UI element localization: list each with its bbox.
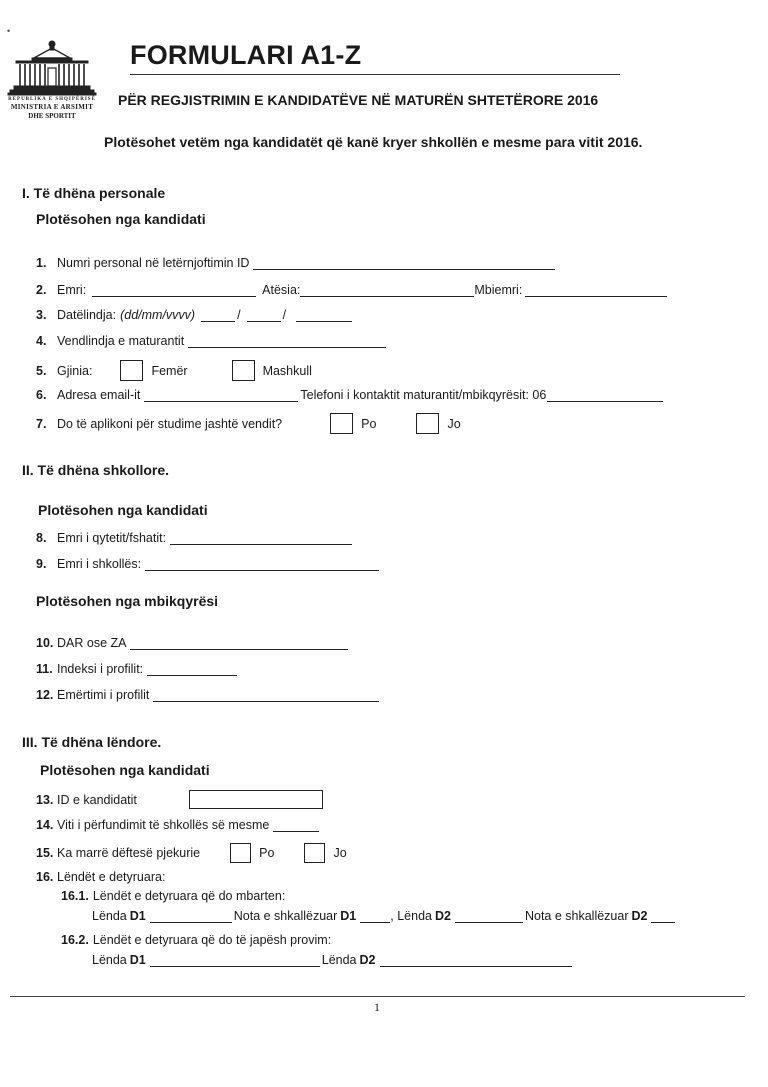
male-label: Mashkull — [262, 363, 312, 378]
q6-number: 6. — [36, 388, 47, 402]
q7-row — [36, 413, 461, 434]
q5-number: 5. — [36, 363, 47, 378]
ministry-logo — [6, 38, 98, 122]
corner-mark: • — [7, 26, 11, 36]
q8-number: 8. — [36, 531, 47, 545]
ministry-building-emblem-icon — [6, 38, 98, 100]
diploma-no-label: Jo — [333, 846, 347, 860]
q16-2-fields-row — [92, 953, 574, 967]
q3-sep1: / — [237, 308, 241, 322]
d1-subject-field[interactable] — [150, 910, 232, 923]
section-subjects-title: III. Të dhëna lëndore. — [22, 734, 162, 750]
father-name-field[interactable] — [300, 284, 474, 297]
q9-number: 9. — [36, 557, 47, 571]
birthplace-field[interactable] — [188, 335, 386, 348]
q2-row — [36, 283, 669, 297]
q16-number: 16. — [36, 870, 54, 884]
q3-sep2: / — [282, 308, 287, 322]
q8-label: Emri i qytetit/fshatit: — [57, 531, 167, 545]
dar-za-field[interactable] — [130, 637, 348, 650]
q16-2-subject2-label: Lënda — [321, 953, 357, 967]
section-personal-title: I. Të dhëna personale — [22, 185, 166, 201]
q16-2-d1-label: D1 — [129, 953, 146, 967]
q9-row — [36, 557, 381, 571]
female-label: Femër — [151, 363, 188, 378]
first-name-field[interactable] — [92, 284, 256, 297]
profile-name-field[interactable] — [153, 689, 379, 702]
q16-1-subject-label: Lënda — [92, 909, 127, 923]
q16-1-subject2-label: , Lënda — [390, 909, 432, 923]
q16-1-label: Lëndët e detyruara që do mbarten: — [92, 889, 286, 903]
personal-id-field[interactable] — [253, 257, 555, 270]
q16-1-d2b-label: D2 — [631, 909, 648, 923]
birth-month-field[interactable] — [247, 309, 281, 322]
q5-label: Gjinia: — [57, 363, 93, 378]
q1-row — [36, 256, 557, 270]
q14-label: Viti i përfundimit të shkollës së mesme — [57, 818, 270, 832]
q11-number: 11. — [36, 662, 53, 676]
q2-father-label: Atësia: — [262, 283, 301, 297]
logo-republic-text: REPUBLIKA E SHQIPËRISË — [8, 97, 96, 102]
q16-1-grade-label: Nota e shkallëzuar — [233, 909, 338, 923]
q3-row — [36, 308, 354, 322]
q10-number: 10. — [36, 636, 54, 650]
d1-grade-field[interactable] — [360, 910, 390, 923]
q3-format: (dd/mm/vvvv) — [120, 308, 196, 322]
diploma-yes-label: Po — [259, 846, 275, 860]
q15-label: Ka marrë dëftesë pjekurie — [57, 846, 201, 860]
q16-2-row — [61, 933, 331, 947]
q3-number: 3. — [36, 308, 47, 322]
surname-field[interactable] — [525, 284, 667, 297]
phone-field[interactable] — [547, 389, 663, 402]
profile-index-field[interactable] — [147, 663, 237, 676]
abroad-yes-checkbox[interactable] — [330, 413, 353, 434]
male-checkbox[interactable] — [232, 360, 255, 381]
section-personal-subtitle: Plotësohen nga kandidati — [36, 211, 206, 227]
exam-d1-field[interactable] — [150, 954, 320, 967]
abroad-yes-label: Po — [361, 416, 377, 431]
q6-phone-label: Telefoni i kontaktit maturantit/mbikqyrësit: 06 — [300, 388, 547, 402]
q6-email-label: Adresa email-it — [57, 388, 141, 402]
birth-year-field[interactable] — [296, 309, 352, 322]
birth-day-field[interactable] — [201, 309, 235, 322]
footer-rule — [10, 996, 745, 997]
q16-row — [36, 870, 165, 884]
q2-number: 2. — [36, 283, 47, 297]
q16-label: Lëndët e detyruara: — [57, 870, 166, 884]
form-title: FORMULARI A1-Z — [130, 40, 362, 70]
q13-row — [36, 790, 323, 809]
q16-1-d1-label: D1 — [129, 909, 146, 923]
q4-row — [36, 334, 388, 348]
email-field[interactable] — [144, 389, 298, 402]
form-note: Plotësohet vetëm nga kandidatët që kanë kryer shkollën e mesme para vitit 2016. — [104, 134, 643, 150]
q2-name-label: Emri: — [57, 283, 87, 297]
q14-number: 14. — [36, 818, 54, 832]
title-underline — [130, 74, 620, 75]
q16-1-d1b-label: D1 — [340, 909, 357, 923]
exam-d2-field[interactable] — [380, 954, 572, 967]
section-school-title: II. Të dhëna shkollore. — [22, 462, 170, 478]
q2-surname-label: Mbiemri: — [474, 283, 523, 297]
candidate-id-field[interactable] — [189, 790, 323, 809]
q15-number: 15. — [36, 846, 54, 860]
q13-number: 13. — [36, 792, 54, 807]
diploma-yes-checkbox[interactable] — [230, 843, 251, 863]
q1-label: Numri personal në letërnjoftimin ID — [57, 256, 250, 270]
q10-row — [36, 636, 350, 650]
q14-row — [36, 818, 321, 832]
d2-grade-field[interactable] — [651, 910, 675, 923]
d2-subject-field[interactable] — [455, 910, 523, 923]
q16-2-number: 16.2. — [61, 933, 89, 947]
abroad-no-checkbox[interactable] — [416, 413, 439, 434]
q16-1-fields-row — [92, 909, 677, 923]
q4-number: 4. — [36, 334, 47, 348]
q3-label: Datëlindja: — [57, 308, 117, 322]
city-field[interactable] — [170, 532, 352, 545]
q11-row — [36, 662, 239, 676]
page-number: 1 — [374, 1000, 380, 1014]
graduation-year-field[interactable] — [273, 819, 319, 832]
q16-1-number: 16.1. — [61, 889, 89, 903]
q12-row — [36, 688, 381, 702]
logo-sport-text: DHE SPORTIT — [28, 112, 76, 120]
q4-label: Vendlindja e maturantit — [57, 334, 185, 348]
q5-row — [36, 360, 312, 381]
q16-1-d2-label: D2 — [434, 909, 451, 923]
q16-1-grade2-label: Nota e shkallëzuar — [524, 909, 629, 923]
q9-label: Emri i shkollës: — [57, 557, 142, 571]
form-subtitle: PËR REGJISTRIMIN E KANDIDATËVE NË MATURËN SHTETËRORE 2016 — [118, 92, 599, 108]
q8-row — [36, 531, 354, 545]
abroad-no-label: Jo — [447, 416, 461, 431]
section-school-supervisor-subtitle: Plotësohen nga mbikqyrësi — [36, 593, 219, 609]
logo-ministry-text: MINISTRIA E ARSIMIT — [10, 103, 94, 111]
q13-label: ID e kandidatit — [57, 792, 137, 807]
section-subjects-subtitle: Plotësohen nga kandidati — [40, 762, 210, 778]
q7-number: 7. — [36, 416, 47, 431]
q6-row — [36, 388, 665, 402]
q12-label: Emërtimi i profilit — [57, 688, 150, 702]
q1-number: 1. — [36, 256, 47, 270]
school-name-field[interactable] — [145, 558, 379, 571]
q7-label: Do të aplikoni për studime jashtë vendit? — [57, 416, 283, 431]
diploma-no-checkbox[interactable] — [304, 843, 325, 863]
section-school-subtitle: Plotësohen nga kandidati — [38, 502, 208, 518]
q16-2-subject-label: Lënda — [92, 953, 127, 967]
q16-2-label: Lëndët e detyruara që do të japësh provim: — [92, 933, 332, 947]
q16-1-row — [61, 889, 285, 903]
q11-label: Indeksi i profilit: — [57, 662, 144, 676]
q15-row — [36, 843, 347, 863]
q12-number: 12. — [36, 688, 54, 702]
female-checkbox[interactable] — [120, 360, 143, 381]
q10-label: DAR ose ZA — [57, 636, 127, 650]
q16-2-d2-label: D2 — [359, 953, 376, 967]
